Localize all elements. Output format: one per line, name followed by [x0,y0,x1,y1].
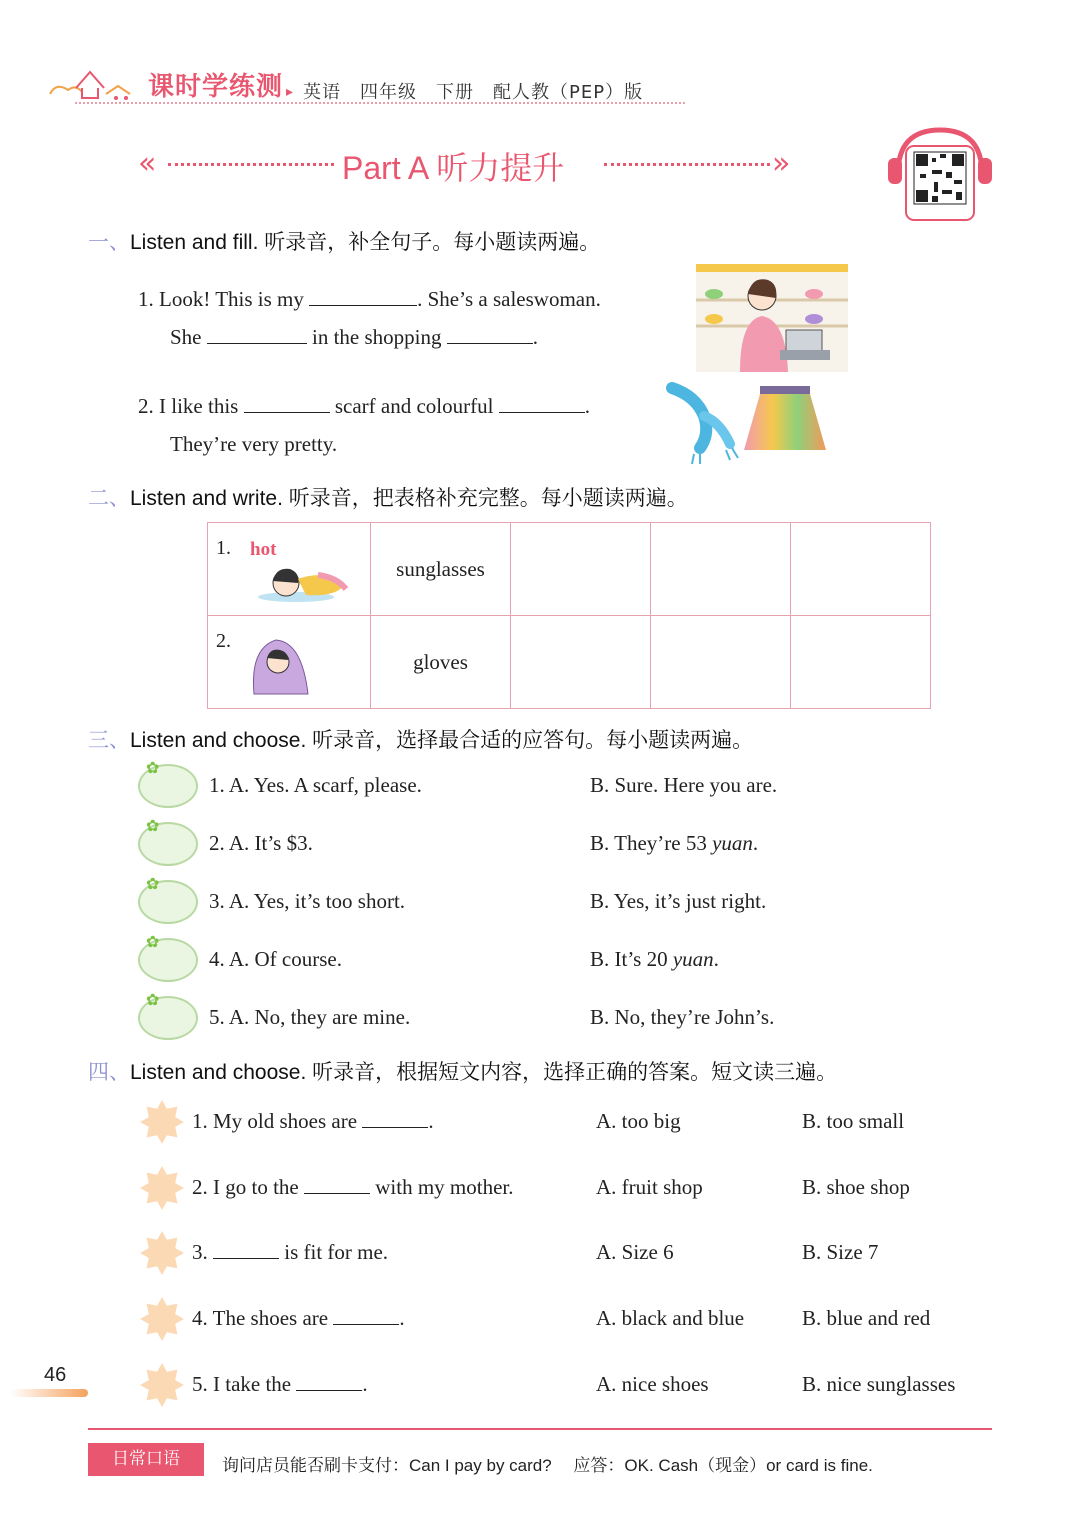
choice-4-a [209,947,342,972]
table-cell-blank[interactable] [511,523,651,616]
hot-label: hot [250,539,277,560]
section-3-title [88,724,753,754]
fill-item-2-line1 [138,394,590,419]
double-chevron-right-icon: » [772,146,791,181]
passage-q1-b: B. too small [802,1109,905,1133]
fill-item-1-line2 [170,325,538,350]
passage-q5-b: B. nice sunglasses [802,1372,956,1396]
item-text: She [170,325,202,349]
item-number: 2. [192,1175,208,1199]
book-info: 英语 四年级 下册 配人教（PEP）版 [303,82,644,103]
saleswoman-illustration [696,264,850,376]
table-cell-picture [208,523,371,616]
choice-3-a [209,889,405,914]
question-text: with my mother. [375,1175,514,1199]
title-dots-right [604,163,770,166]
passage-q2-b: B. shoe shop [802,1175,910,1199]
fill-item-1-line1 [138,287,601,312]
page-number: 46 [44,1364,67,1386]
passage-q3 [192,1240,388,1265]
section-number: 三、 [88,728,130,752]
table-cell-picture [208,616,371,709]
question-text: is fit for me. [284,1240,389,1264]
option-b-italic: yuan [712,831,753,855]
option-a: A. No, they are mine. [228,1005,411,1029]
answer-blank[interactable] [362,1109,428,1128]
item-number: 1. [138,287,154,311]
title-dots-left [168,163,334,166]
answer-blank[interactable] [304,1175,370,1194]
question-text: The shoes are [212,1306,329,1330]
item-number: 2. [209,831,225,855]
part-title: Part A 听力提升 [342,150,565,186]
item-text: Look! This is my [159,287,304,311]
section-instruction: Listen and choose. 听录音，根据短文内容，选择正确的答案。短文读三遍。 [130,1061,838,1084]
answer-blank[interactable] [499,394,585,413]
item-number: 1. [209,773,225,797]
section-2-title [88,482,688,512]
table-cell-blank[interactable] [651,616,791,709]
table-cell-blank[interactable] [791,523,931,616]
section-4-title [88,1056,837,1086]
answer-blank[interactable] [447,325,533,344]
caterpillar-icon: ✿ [146,990,160,1009]
row-number: 2. [216,630,231,652]
answer-blank[interactable] [296,1372,362,1391]
caterpillar-icon: ✿ [146,932,160,951]
question-text: I take the [213,1372,292,1396]
double-chevron-left-icon: « [138,146,157,181]
item-text: I like this [159,394,239,418]
passage-q4-b: B. blue and red [802,1306,931,1330]
passage-q5-a: A. nice shoes [596,1372,709,1396]
option-b-italic: yuan [672,947,714,971]
item-text: scarf and colourful [334,394,494,418]
table-cell-blank[interactable] [511,616,651,709]
choice-5-b: B. No, they’re John’s. [590,1005,775,1029]
question-text: . [428,1109,434,1133]
item-number: 1. [192,1109,208,1133]
answer-blank[interactable] [309,287,417,306]
table-row [208,616,931,709]
answer-blank[interactable] [333,1306,399,1325]
fill-item-2-line2: They’re very pretty. [170,432,338,456]
passage-q4 [192,1306,405,1331]
caterpillar-icon: ✿ [146,816,160,835]
section-instruction: Listen and write. 听录音，把表格补充完整。每小题读两遍。 [130,487,688,510]
section-1-title [88,226,600,256]
caterpillar-icon: ✿ [146,758,160,777]
caterpillar-icon: ✿ [146,874,160,893]
question-text: . [399,1306,405,1330]
row-number: 1. [216,537,231,559]
option-a: A. Yes, it’s too short. [228,889,406,913]
table-row [208,523,931,616]
item-number: 4. [209,947,225,971]
passage-q1 [192,1109,434,1134]
section-number: 四、 [88,1060,130,1084]
choice-2-a [209,831,313,856]
daily-phrase-tag: 日常口语 [88,1443,204,1476]
item-text: in the shopping [312,325,442,349]
section-number: 一、 [88,230,130,254]
table-cell-blank[interactable] [651,523,791,616]
answer-blank[interactable] [207,325,307,344]
passage-q2-a: A. fruit shop [596,1175,703,1199]
listen-write-table [207,522,931,709]
question-text: My old shoes are [213,1109,358,1133]
section-instruction: Listen and choose. 听录音，选择最合适的应答句。每小题读两遍。 [130,729,754,752]
choice-1-a [209,773,422,798]
answer-blank[interactable] [244,394,330,413]
header-divider [75,102,685,104]
page-number-bar [10,1389,88,1397]
passage-q3-b: B. Size 7 [802,1240,879,1264]
qr-code-headphones-icon[interactable] [884,124,996,228]
item-text: . She’s a saleswoman. [417,287,601,311]
answer-blank[interactable] [213,1240,279,1259]
option-b-end: . [752,831,759,855]
daily-phrase-tip: 询问店员能否刷卡支付：Can I pay by card? 应答：OK. Cash（现金）or card is fine. [222,1456,873,1475]
answer-star-icon[interactable] [140,1166,184,1210]
choice-1-b: B. Sure. Here you are. [590,773,778,797]
item-text: . [532,325,538,349]
cold-weather-child-icon [246,628,316,698]
option-b-end: . [713,947,719,971]
answer-star-icon[interactable] [140,1297,184,1341]
answer-star-icon[interactable] [140,1231,184,1275]
table-cell-word: sunglasses [371,523,511,616]
section-instruction: Listen and fill. 听录音，补全句子。每小题读两遍。 [130,231,601,254]
option-b: B. It’s 20 [590,947,673,971]
table-cell-word: gloves [371,616,511,709]
skirt-illustration [742,384,828,458]
question-text: . [362,1372,368,1396]
item-number: 5. [192,1372,208,1396]
option-b: B. They’re 53 [590,831,713,855]
choice-5-a [209,1005,410,1030]
choice-2-b [590,831,758,856]
table-cell-blank[interactable] [791,616,931,709]
item-number: 5. [209,1005,225,1029]
scarf-illustration [666,382,744,470]
answer-star-icon[interactable] [140,1363,184,1407]
option-a: A. Yes. A scarf, please. [228,773,422,797]
arrow-icon: ▸ [286,84,294,100]
answer-star-icon[interactable] [140,1100,184,1144]
passage-q1-a: A. too big [596,1109,681,1133]
question-text: I go to the [213,1175,299,1199]
choice-4-b [590,947,719,972]
hot-weather-child-icon [256,559,352,603]
option-a: A. It’s $3. [228,831,313,855]
passage-q2 [192,1175,513,1200]
passage-q5 [192,1372,368,1397]
choice-3-b: B. Yes, it’s just right. [590,889,767,913]
item-number: 4. [192,1306,208,1330]
passage-q4-a: A. black and blue [596,1306,745,1330]
option-a: A. Of course. [228,947,342,971]
footer-divider [88,1428,992,1430]
item-number: 3. [209,889,225,913]
passage-q3-a: A. Size 6 [596,1240,674,1264]
item-number: 2. [138,394,154,418]
item-text: . [584,394,590,418]
item-number: 3. [192,1240,208,1264]
section-number: 二、 [88,486,130,510]
brand-title: 课时学练测 [148,72,284,102]
